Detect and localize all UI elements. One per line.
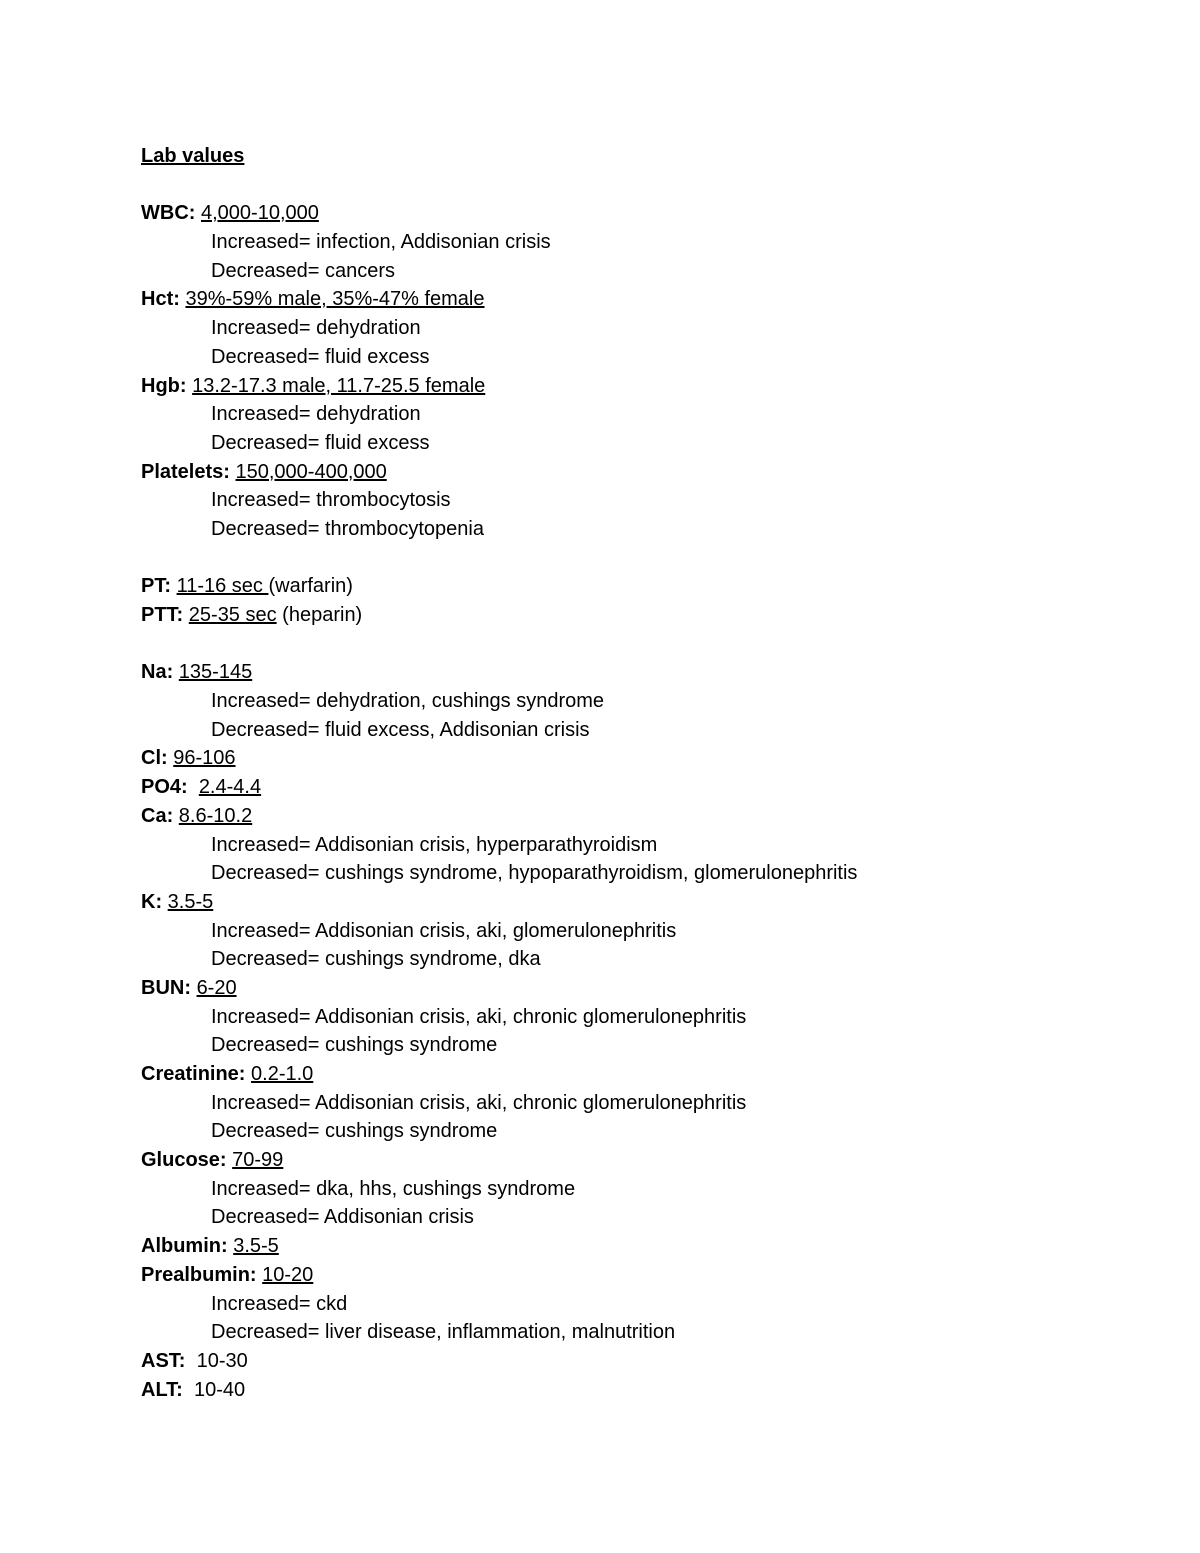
lab-name: BUN: (141, 976, 191, 999)
lab-range: 70-99 (232, 1149, 284, 1172)
lab-entry (141, 199, 1141, 228)
section-spacer (141, 630, 1141, 659)
lab-name: PTT: (141, 604, 184, 626)
lab-range: 8.6-10.2 (178, 804, 253, 827)
increased-causes: Increased= dka, hhs, cushings syndrome (211, 1177, 576, 1200)
lab-note: 10-30 (191, 1349, 248, 1372)
lab-name: Prealbumin: (141, 1263, 257, 1286)
lab-name: PO4: (141, 776, 194, 799)
lab-name: Ca: (141, 804, 174, 827)
lab-entry (141, 802, 1141, 831)
lab-note: (heparin) (276, 604, 363, 626)
lab-range: 13.2-17.3 male, 11.7-25.5 female (192, 374, 486, 397)
section-spacer (141, 544, 1141, 573)
lab-entry (141, 1376, 1141, 1405)
lab-name: WBC: (141, 202, 196, 225)
lab-entry (141, 888, 1141, 917)
decreased-causes: Decreased= cushings syndrome (211, 1034, 498, 1057)
lab-name: K: (141, 890, 163, 913)
decreased-causes: Decreased= fluid excess (211, 345, 430, 368)
lab-range: 11-16 sec (176, 575, 269, 598)
increased-causes: Increased= ckd (211, 1292, 348, 1315)
lab-range: 150,000-400,000 (235, 460, 387, 483)
lab-note: 10-40 (188, 1378, 246, 1401)
decreased-causes: Decreased= cancers (211, 259, 395, 282)
lab-range: 135-145 (178, 661, 253, 684)
increased-causes: Increased= dehydration (211, 403, 421, 426)
lab-note: (warfarin) (268, 575, 353, 598)
decreased-causes: Decreased= liver disease, inflammation, malnutrition (211, 1321, 676, 1344)
lab-range: 10-20 (262, 1263, 314, 1286)
lab-entry (141, 974, 1141, 1003)
document-page (141, 142, 1141, 1404)
lab-range: 96-106 (173, 747, 236, 770)
decreased-causes: Decreased= thrombocytopenia (211, 517, 484, 540)
decreased-causes: Decreased= fluid excess, Addisonian crisis (211, 718, 590, 741)
decreased-causes: Decreased= cushings syndrome, hypoparathyroidism, glomerulonephritis (211, 862, 858, 885)
lab-name: Glucose: (141, 1149, 227, 1172)
lab-entry (141, 1347, 1141, 1376)
lab-name: Hct: (141, 288, 180, 311)
lab-name: Albumin: (141, 1235, 228, 1258)
decreased-causes: Decreased= cushings syndrome, dka (211, 948, 541, 971)
increased-causes: Increased= dehydration, cushings syndrome (211, 690, 605, 713)
lab-range: 3.5-5 (233, 1235, 279, 1258)
lab-name: ALT: (141, 1378, 183, 1401)
lab-name: Na: (141, 661, 174, 684)
lab-entry (141, 285, 1141, 314)
lab-entry (141, 1146, 1141, 1175)
lab-entry (141, 372, 1141, 401)
increased-causes: Increased= thrombocytosis (211, 489, 451, 512)
increased-causes: Increased= infection, Addisonian crisis (211, 231, 551, 254)
lab-name: Creatinine: (141, 1063, 246, 1085)
decreased-causes: Decreased= Addisonian crisis (211, 1206, 474, 1229)
increased-causes: Increased= Addisonian crisis, aki, chronic glomerulonephritis (211, 1091, 747, 1114)
lab-entry (141, 572, 1141, 601)
lab-range: 0.2-1.0 (251, 1063, 314, 1085)
document-title: Lab values (141, 145, 245, 167)
decreased-causes: Decreased= cushings syndrome (211, 1120, 498, 1143)
decreased-causes: Decreased= fluid excess (211, 431, 430, 454)
lab-range: 3.5-5 (167, 890, 214, 913)
increased-causes: Increased= Addisonian crisis, aki, chronic glomerulonephritis (211, 1005, 747, 1028)
lab-range: 6-20 (196, 976, 237, 999)
lab-range: 2.4-4.4 (198, 776, 262, 799)
lab-entry (141, 458, 1141, 487)
lab-name: AST: (141, 1349, 186, 1372)
lab-name: Hgb: (141, 374, 187, 397)
lab-values-list (141, 171, 1141, 1405)
lab-name: Platelets: (141, 460, 230, 483)
lab-range: 25-35 sec (188, 604, 277, 626)
increased-causes: Increased= Addisonian crisis, aki, glomerulonephritis (211, 919, 677, 942)
lab-entry (141, 1232, 1141, 1261)
lab-entry (141, 744, 1141, 773)
lab-range: 4,000-10,000 (201, 202, 319, 225)
lab-name: PT: (141, 575, 171, 598)
lab-entry (141, 601, 1141, 630)
section-spacer (141, 171, 1141, 200)
lab-range: 39%-59% male, 35%-47% female (185, 288, 485, 311)
lab-entry (141, 658, 1141, 687)
increased-causes: Increased= Addisonian crisis, hyperparathyroidism (211, 833, 658, 856)
lab-entry (141, 773, 1141, 802)
lab-entry (141, 1060, 1141, 1089)
increased-causes: Increased= dehydration (211, 317, 421, 340)
lab-name: Cl: (141, 747, 168, 770)
lab-entry (141, 1261, 1141, 1290)
